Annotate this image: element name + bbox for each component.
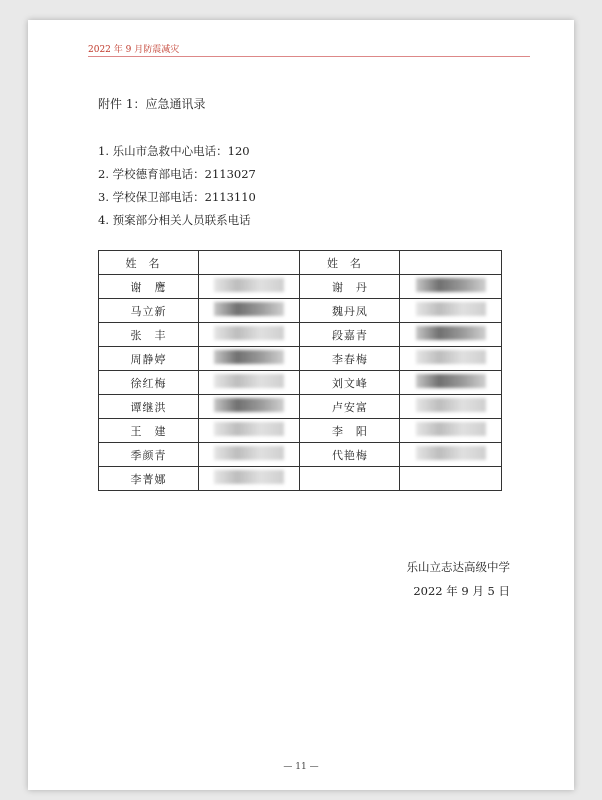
staff-name-right: 魏丹凤	[300, 299, 400, 323]
contact-item: 1. 乐山市急救中心电话：120	[98, 144, 250, 158]
staff-name-left: 王 建	[99, 419, 199, 443]
phone-right-redacted	[400, 443, 502, 467]
table-row	[99, 347, 502, 371]
phone-right-redacted	[400, 323, 502, 347]
redaction-mark	[214, 470, 284, 484]
redaction-mark	[214, 374, 284, 388]
table-row	[99, 371, 502, 395]
table-row	[99, 323, 502, 347]
running-header: 2022 年 9 月防震减灾	[88, 45, 180, 55]
staff-name-right: 刘文峰	[300, 371, 400, 395]
staff-name-right: 谢 丹	[300, 275, 400, 299]
redaction-mark	[214, 398, 284, 412]
staff-name-right	[300, 467, 400, 491]
table-row	[99, 299, 502, 323]
phone-right-redacted	[400, 419, 502, 443]
redaction-mark	[416, 446, 486, 460]
contact-item: 4. 预案部分相关人员联系电话	[98, 213, 251, 227]
header-phone-right	[400, 251, 502, 275]
contact-list	[98, 140, 256, 232]
staff-name-left: 徐红梅	[99, 371, 199, 395]
phone-left-redacted	[198, 419, 300, 443]
contact-table	[98, 250, 502, 491]
redaction-mark	[214, 446, 284, 460]
staff-name-left: 张 丰	[99, 323, 199, 347]
phone-right-redacted	[400, 467, 502, 491]
phone-left-redacted	[198, 323, 300, 347]
staff-name-right: 段嘉青	[300, 323, 400, 347]
redaction-mark	[416, 326, 486, 340]
redaction-mark	[214, 302, 284, 316]
document-page	[28, 20, 574, 790]
phone-left-redacted	[198, 299, 300, 323]
header-name-right: 姓名	[300, 251, 400, 275]
phone-right-redacted	[400, 395, 502, 419]
redaction-mark	[416, 422, 486, 436]
staff-name-left: 谭继洪	[99, 395, 199, 419]
staff-name-right: 代艳梅	[300, 443, 400, 467]
redaction-mark	[416, 278, 486, 292]
staff-name-left: 马立新	[99, 299, 199, 323]
signature-date: 2022 年 9 月 5 日	[413, 584, 510, 598]
phone-right-redacted	[400, 299, 502, 323]
signature-block	[400, 555, 510, 603]
phone-left-redacted	[198, 443, 300, 467]
header-phone-left	[198, 251, 300, 275]
table-row	[99, 419, 502, 443]
school-name: 乐山立志达高级中学	[406, 560, 510, 574]
table-row	[99, 395, 502, 419]
redaction-mark	[214, 350, 284, 364]
redaction-mark	[214, 326, 284, 340]
phone-right-redacted	[400, 347, 502, 371]
redaction-mark	[214, 278, 284, 292]
phone-left-redacted	[198, 371, 300, 395]
staff-name-left: 季颜青	[99, 443, 199, 467]
table-header-row	[99, 251, 502, 275]
attachment-title: 附件 1：应急通讯录	[98, 97, 206, 111]
page-number: — 11 —	[283, 762, 319, 772]
contact-item: 3. 学校保卫部电话：2113110	[98, 190, 256, 204]
phone-right-redacted	[400, 275, 502, 299]
phone-left-redacted	[198, 347, 300, 371]
staff-name-right: 李 阳	[300, 419, 400, 443]
staff-name-right: 卢安富	[300, 395, 400, 419]
table-row	[99, 443, 502, 467]
staff-name-right: 李春梅	[300, 347, 400, 371]
staff-name-left: 谢 鹰	[99, 275, 199, 299]
phone-left-redacted	[198, 467, 300, 491]
phone-left-redacted	[198, 275, 300, 299]
redaction-mark	[416, 350, 486, 364]
table-row	[99, 275, 502, 299]
table-row	[99, 467, 502, 491]
contact-item: 2. 学校德育部电话：2113027	[98, 167, 256, 181]
staff-name-left: 周静婷	[99, 347, 199, 371]
redaction-mark	[416, 374, 486, 388]
redaction-mark	[416, 302, 486, 316]
header-name-left: 姓名	[99, 251, 199, 275]
phone-right-redacted	[400, 371, 502, 395]
staff-name-left: 李菁娜	[99, 467, 199, 491]
phone-left-redacted	[198, 395, 300, 419]
redaction-mark	[214, 422, 284, 436]
redaction-mark	[416, 398, 486, 412]
header-divider	[88, 56, 530, 57]
